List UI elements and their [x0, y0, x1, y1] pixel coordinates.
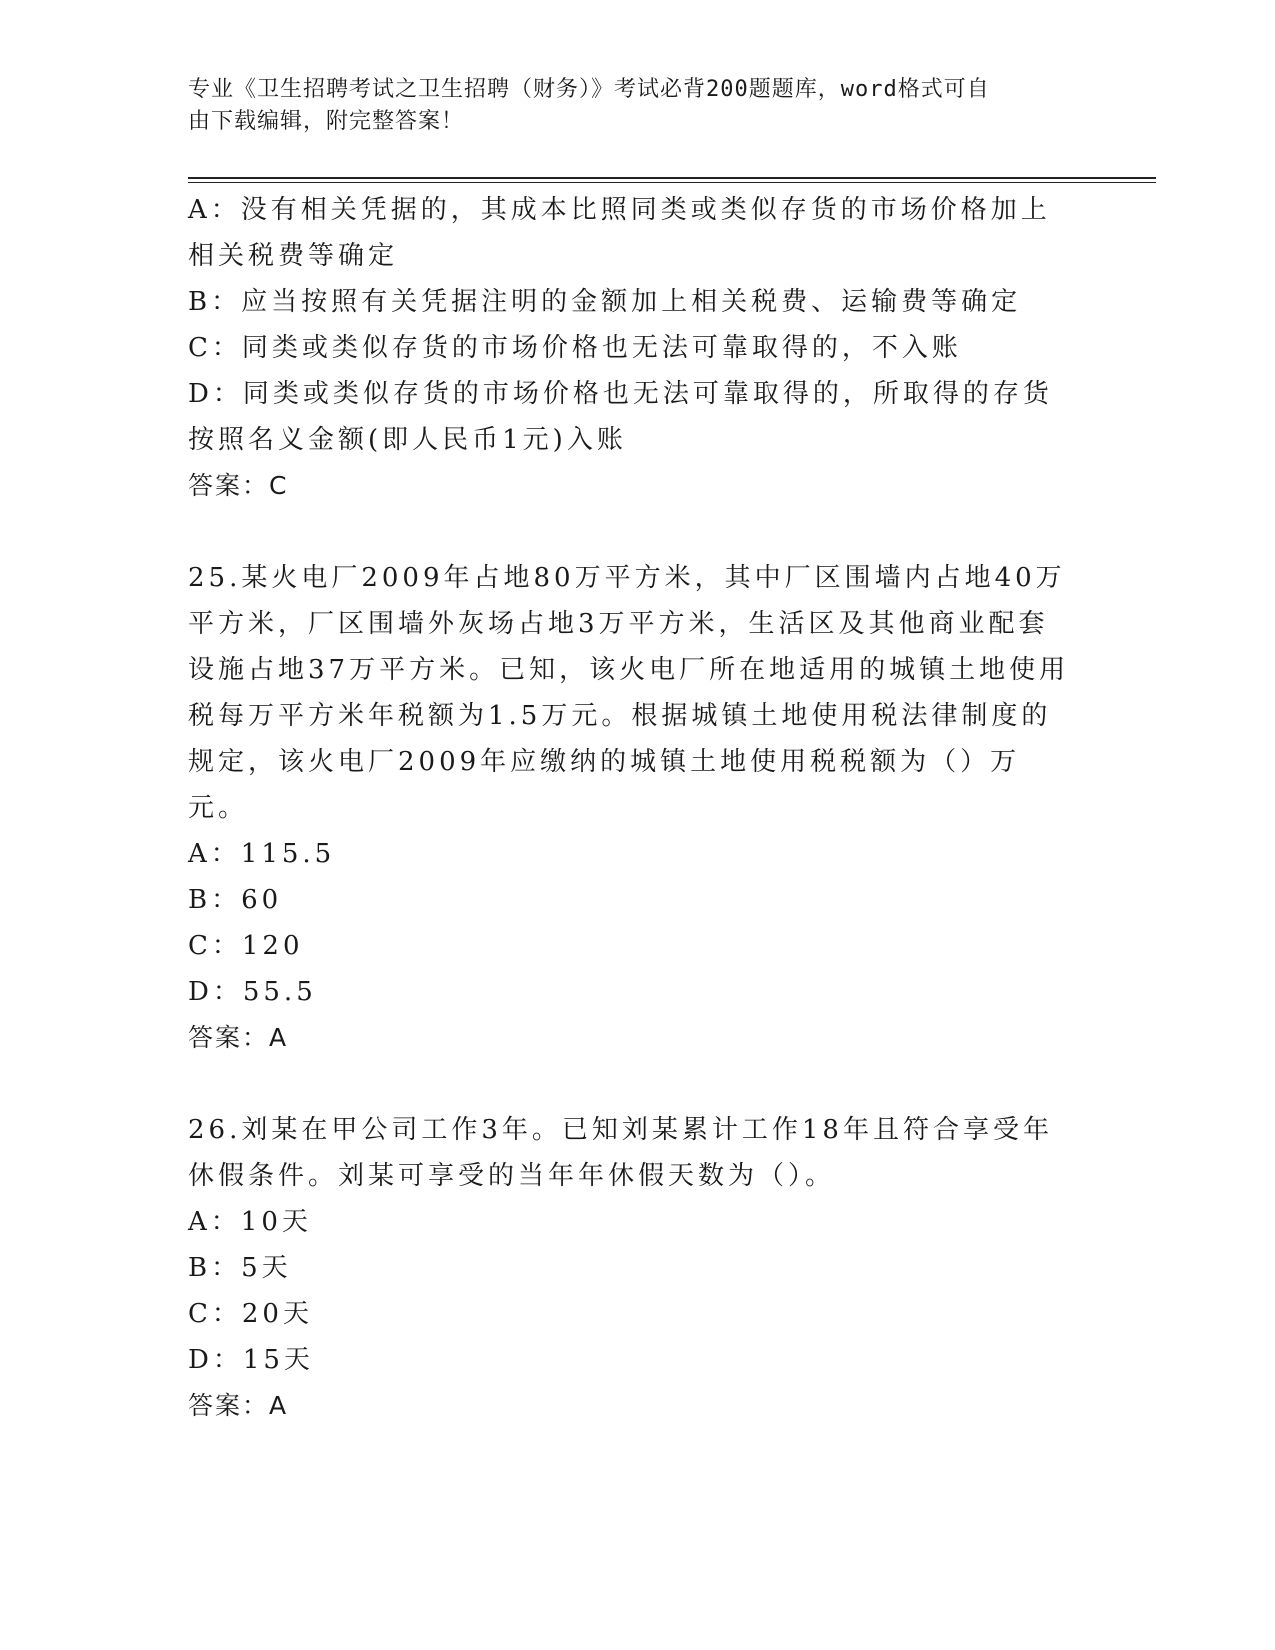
q26-option-c: C：20天	[188, 1299, 313, 1329]
q26-option-b: B：5天	[188, 1253, 292, 1283]
q25-option-c: C：120	[188, 931, 304, 961]
question-25-block	[188, 555, 1078, 1061]
spacer	[188, 1061, 1078, 1107]
q25-answer: 答案：A	[188, 1023, 289, 1052]
question-26-block	[188, 1107, 1078, 1429]
q26-answer: 答案：A	[188, 1391, 289, 1420]
header-divider-thin	[188, 182, 1156, 183]
q26-option-a: A：10天	[188, 1207, 312, 1237]
q24-option-d: D：同类或类似存货的市场价格也无法可靠取得的，所取得的存货按照名义金额(即人民币1元)入账	[188, 379, 1053, 455]
header-line-2: 由下载编辑，附完整答案！	[188, 109, 465, 134]
question-24-block	[188, 187, 1078, 509]
header-divider-thick	[188, 177, 1156, 179]
q24-option-b: B：应当按照有关凭据注明的金额加上相关税费、运输费等确定	[188, 287, 1022, 317]
q25-question: 25.某火电厂2009年占地80万平方米，其中厂区围墙内占地40万平方米，厂区围墙外灰场占地3万平方米，生活区及其他商业配套设施占地37万平方米。已知，该火电厂所在地适用的城镇土地使用税每万平方米年税额为1.5万元。根据城镇土地使用税法律制度的规定，该火电厂2009年应缴纳的城镇土地使用税税额为（）万元。	[188, 563, 1070, 823]
q24-option-c: C：同类或类似存货的市场价格也无法可靠取得的，不入账	[188, 333, 962, 363]
q26-question: 26.刘某在甲公司工作3年。已知刘某累计工作18年且符合享受年休假条件。刘某可享受的当年年休假天数为（）。	[188, 1115, 1053, 1191]
header-line-1: 专业《卫生招聘考试之卫生招聘（财务）》考试必背200题题库，word格式可自	[188, 77, 990, 102]
q26-option-d: D：15天	[188, 1345, 314, 1375]
q24-option-a: A：没有相关凭据的，其成本比照同类或类似存货的市场价格加上相关税费等确定	[188, 195, 1051, 271]
q24-answer: 答案：C	[188, 471, 289, 500]
exam-content	[188, 187, 1078, 1429]
q25-option-a: A：115.5	[188, 839, 336, 869]
q25-option-d: D：55.5	[188, 977, 317, 1007]
q25-option-b: B：60	[188, 885, 283, 915]
spacer	[188, 509, 1078, 555]
document-header	[188, 74, 1068, 138]
